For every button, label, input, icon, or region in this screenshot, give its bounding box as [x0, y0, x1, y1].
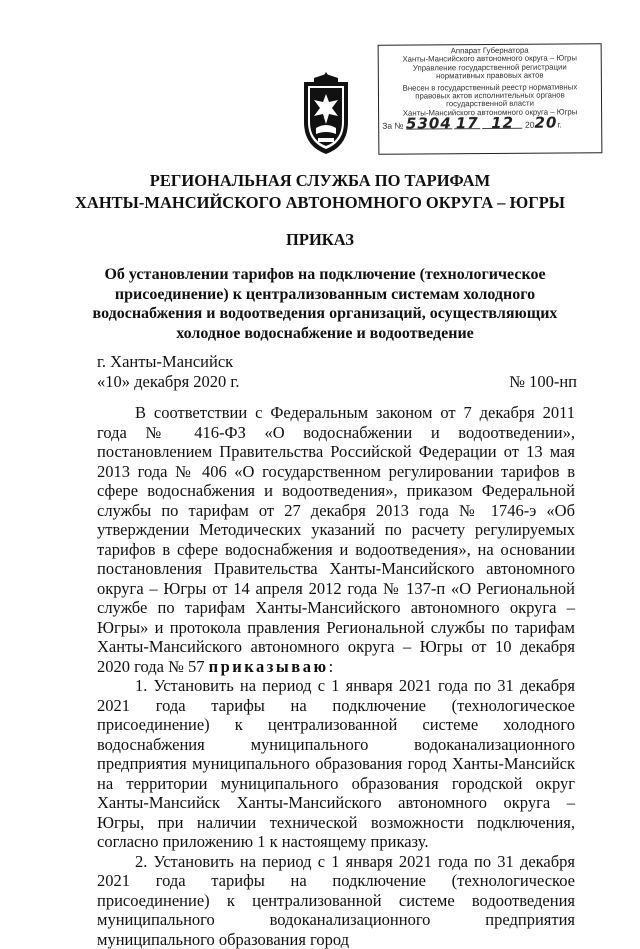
city: г. Ханты-Мансийск: [97, 352, 577, 372]
preamble-paragraph: [97, 403, 575, 676]
document-date: «10» декабря 2020 г.: [97, 372, 577, 392]
stamp-reg-number: 5304: [406, 120, 452, 130]
registration-stamp: [378, 43, 603, 155]
stamp-line: Управление государственной регистрации: [382, 63, 598, 73]
stamp-line: Ханты-Мансийского автономного округа – Югры: [382, 108, 598, 118]
stamp-reg-year-prefix: 20: [525, 120, 535, 130]
stamp-reg-month: 12: [483, 119, 523, 129]
stamp-line: правовых актов исполнительных органов: [382, 91, 598, 101]
stamp-reg-year: 20: [534, 114, 557, 132]
clause-1-paragraph: 1. Установить на период с 1 января 2021 года по 31 декабря 2021 года тарифы на подключение (технологическое присоединение) к централизованной системе холодного водоснабжения муниципального водоканализационного предприятия муниципального образования город Ханты-Мансийск на территории муниципального образования городской округ Ханты-Мансийск Ханты-Мансийского автономного округа – Югры, при наличии технической возможности подключения, согласно приложению 1 к настоящему приказу.: [97, 676, 575, 852]
document-subject: Об установлении тарифов на подключение (технологическое присоединение) к централизованным системам холодного водоснабжения и водоотведения организаций, осуществляющих холодное водоснабжение и водоотведение: [90, 265, 560, 343]
preamble-text: В соответствии с Федеральным законом от 7 декабря 2011 года № 416-ФЗ «О водоснабжении и водоотведении», постановлением Правительства Российской Федерации от 13 мая 2013 года № 406 «О государственном регулировании тарифов в сфере водоснабжения и водоотведения», приказом Федеральной службы по тарифам от 27 декабря 2013 года № 1746-э «Об утверждении Методических указаний по расчету регулируемых тарифов в сфере водоснабжения и водоотведения», на основании постановления Правительства Ханты-Мансийского автономного округа – Югры от 14 апреля 2012 года № 137-п «О Региональной службе по тарифам Ханты-Мансийского автономного округа – Югры» и протокола правления Региональной службы по тарифам Ханты-Мансийского автономного округа – Югры от 10 декабря 2020 года № 57: [97, 403, 575, 676]
clause-2-paragraph: 2. Установить на период с 1 января 2021 года по 31 декабря 2021 года тарифы на подключение (технологическое присоединение) к централизованной системе водоотведения муниципального водоканализационного предприятия муниципального образования город: [97, 852, 575, 949]
stamp-reg-prefix: За №: [382, 121, 403, 131]
document-type: ПРИКАЗ: [0, 230, 640, 250]
order-colon: :: [329, 657, 334, 676]
stamp-line: государственной власти: [382, 100, 598, 110]
coat-of-arms-emblem: [294, 68, 358, 158]
stamp-reg-suffix: г.: [557, 120, 562, 130]
stamp-registration-row: [382, 118, 598, 130]
stamp-line: Ханты-Мансийского автономного округа – Югры: [382, 55, 598, 65]
stamp-line: Аппарат Губернатора: [382, 46, 598, 56]
organization-title: [0, 170, 640, 214]
stamp-line: Внесен в государственный реестр нормативных: [382, 83, 598, 93]
document-body: [97, 403, 575, 949]
organization-line-1: РЕГИОНАЛЬНАЯ СЛУЖБА ПО ТАРИФАМ: [0, 170, 640, 192]
organization-line-2: ХАНТЫ-МАНСИЙСКОГО АВТОНОМНОГО ОКРУГА – ЮГРЫ: [0, 192, 640, 214]
document-number: № 100-нп: [509, 372, 577, 392]
document-meta: [97, 352, 577, 391]
stamp-line: нормативных правовых актов: [382, 71, 598, 81]
stamp-reg-day: 17: [454, 119, 480, 129]
order-word: приказываю: [209, 657, 329, 676]
